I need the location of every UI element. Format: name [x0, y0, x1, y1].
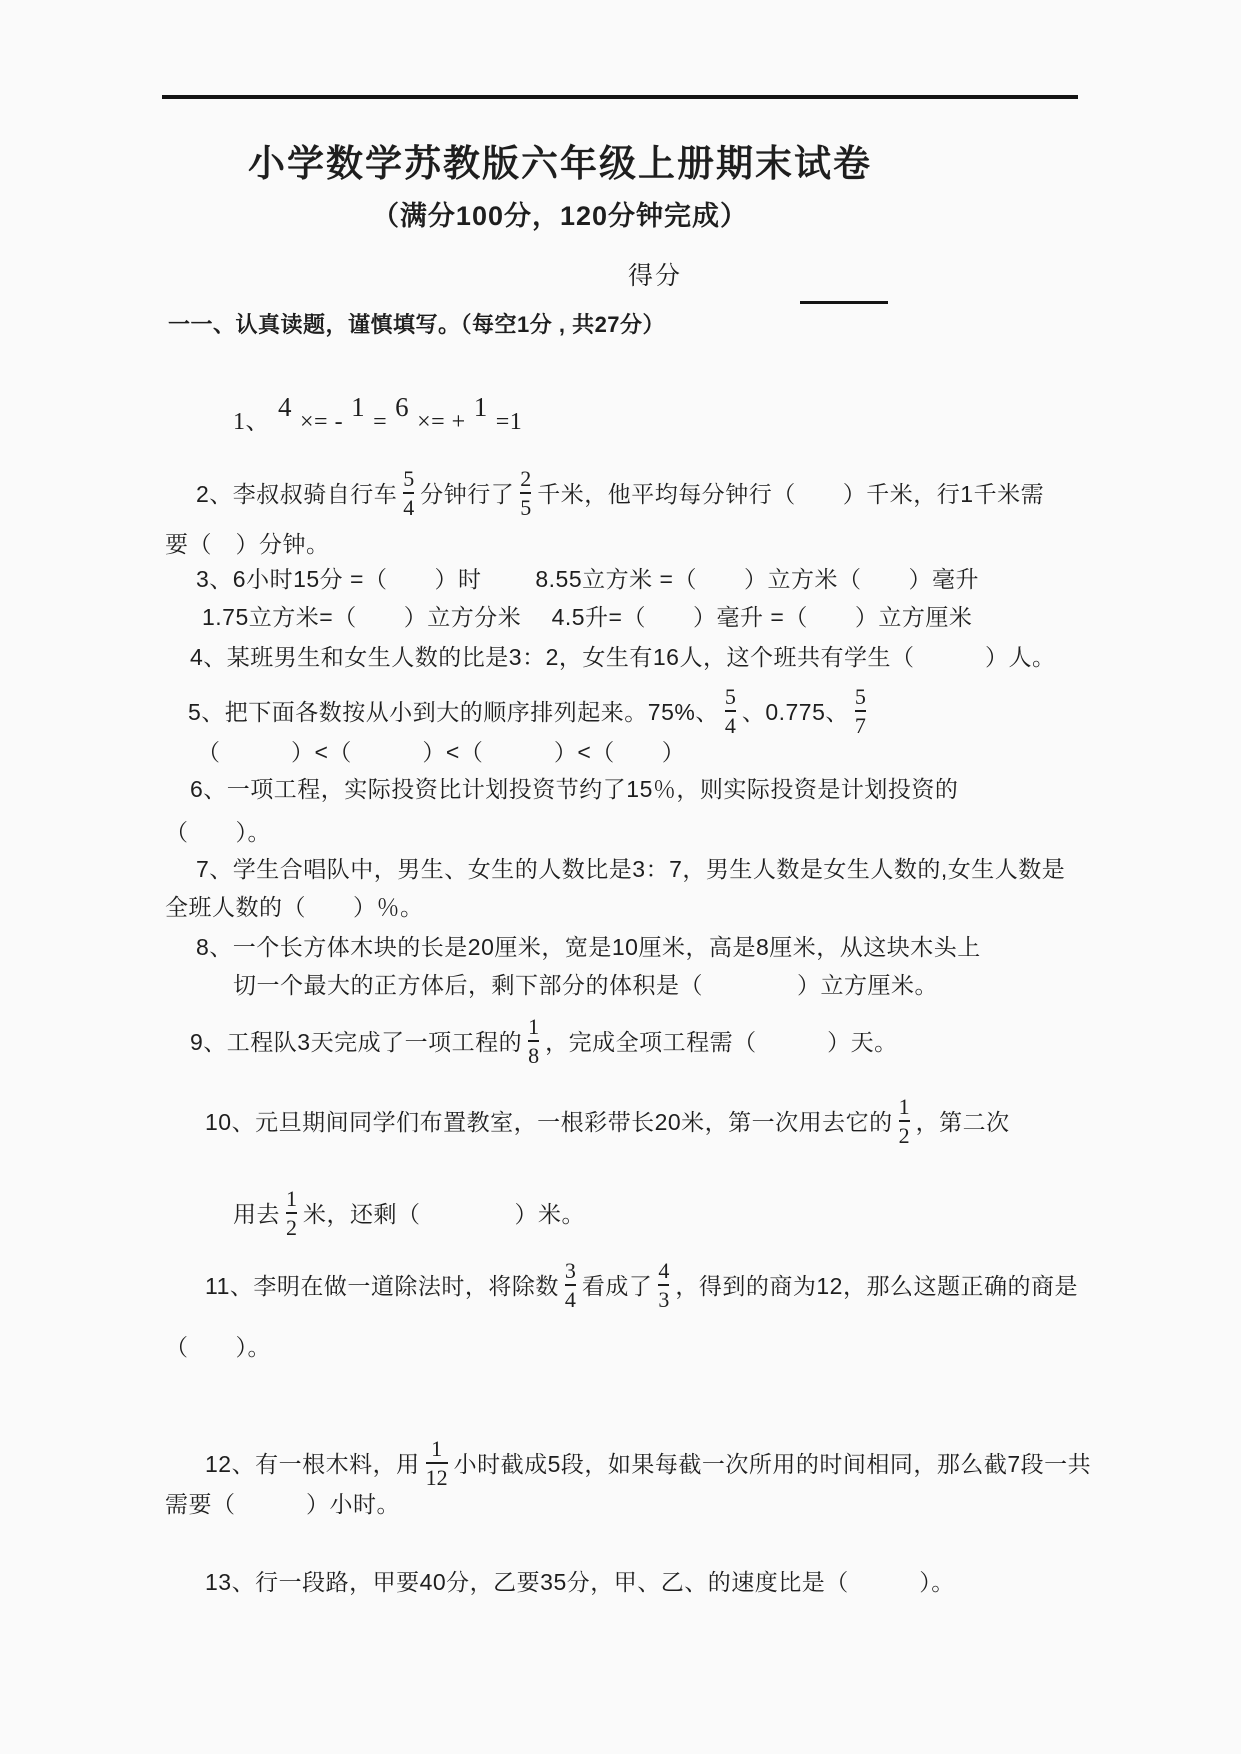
question-5-line-2: [197, 735, 685, 769]
fraction-bar: [520, 492, 531, 494]
question-13: [205, 1565, 955, 1599]
text-run: 全班人数的（ ）％。: [165, 894, 424, 920]
raised-number: 1: [351, 392, 366, 422]
text-run: 5、把下面各数按从小到大的顺序排列起来。75%、: [188, 699, 719, 726]
fraction-bar: [658, 1284, 669, 1286]
question-4: [190, 640, 1055, 674]
fraction-bar: [899, 1120, 910, 1122]
text-run: 8、一个长方体木块的长是20厘米，宽是10厘米，高是8厘米，从这块木头上: [196, 934, 981, 960]
top-rule-divider: [162, 95, 1078, 99]
question-2-line-1: [196, 466, 1045, 522]
fraction-bar: [403, 492, 414, 494]
fraction: [658, 1259, 669, 1311]
fraction-bar: [855, 710, 866, 712]
text-run: ×= +: [417, 409, 466, 435]
fraction-denominator: 7: [854, 713, 866, 739]
question-3-line-2: [202, 600, 972, 634]
page-subtitle: （满分100分，120分钟完成）: [371, 201, 749, 231]
text-run: 要（ ）分钟。: [165, 531, 330, 557]
text-run: 千米，他平均每分钟行（ ）千米，行1千米需: [537, 481, 1045, 508]
question-7-line-1: [196, 852, 1065, 886]
text-run: 、0.775、: [741, 699, 849, 726]
fraction: [426, 1437, 448, 1489]
text-run: 2、李叔叔骑自行车: [196, 481, 398, 508]
fraction-denominator: 4: [724, 713, 736, 739]
score-label: 得分: [627, 262, 682, 290]
text-run: 切一个最大的正方体后，剩下部分的体积是（ ）立方厘米。: [233, 972, 938, 998]
fraction-numerator: 5: [854, 684, 866, 709]
question-10-line-2: [233, 1186, 585, 1242]
fraction-denominator: 4: [564, 1287, 576, 1313]
text-run: （ ）。: [165, 819, 271, 845]
text-run: 10、元旦期间同学们布置教室，一根彩带长20米，第一次用去它的: [205, 1109, 893, 1136]
text-run: 需要（ ）小时。: [165, 1491, 400, 1517]
question-12-line-1: [205, 1436, 1092, 1492]
text-run: ，第二次: [915, 1109, 1010, 1136]
fraction-numerator: 5: [724, 684, 736, 709]
text-run: ×= -: [300, 409, 344, 435]
question-12-line-2: [165, 1487, 400, 1521]
question-6-line-2: [165, 815, 271, 849]
question-1: [233, 392, 523, 439]
fraction: [899, 1095, 910, 1147]
fraction-numerator: 1: [286, 1186, 297, 1211]
text-run: 13、行一段路，甲要40分，乙要35分，甲、乙、的速度比是（ ）。: [205, 1569, 955, 1595]
raised-number: 1: [473, 392, 488, 422]
text-run: 12、有一根木料，用: [205, 1451, 420, 1478]
text-run: 分钟行了: [420, 481, 515, 508]
text-run: ，得到的商为12，那么这题正确的商是: [675, 1273, 1078, 1300]
question-2-line-2: [165, 527, 330, 561]
fraction-numerator: 5: [403, 466, 415, 491]
fraction-numerator: 4: [658, 1258, 670, 1283]
fraction-denominator: 12: [425, 1465, 448, 1491]
fraction-numerator: 1: [528, 1014, 540, 1039]
fraction-numerator: 2: [520, 466, 532, 491]
text-run: 6、一项工程，实际投资比计划投资节约了15％，则实际投资是计划投资的: [190, 776, 959, 802]
fraction: [286, 1187, 297, 1239]
fraction-numerator: 1: [898, 1094, 910, 1119]
text-run: ，完成全项工程需（ ）天。: [545, 1029, 898, 1056]
question-8-line-1: [196, 930, 981, 964]
text-run: （ ）<（ ）<（ ）<（ ）: [197, 739, 686, 765]
text-run: =1: [495, 409, 523, 435]
fraction-bar: [528, 1040, 539, 1042]
fraction-denominator: 2: [286, 1215, 297, 1241]
fraction-numerator: 3: [564, 1258, 576, 1283]
text-run: 米，还剩（ ）米。: [303, 1201, 585, 1228]
text-run: 1、: [233, 409, 270, 435]
section-1-heading: 一一、认真读题，谨慎填写。（每空1分 , 共27分）: [168, 312, 666, 337]
text-run: 7、学生合唱队中，男生、女生的人数比是3：7，男生人数是女生人数的,女生人数是: [196, 856, 1066, 882]
text-run: 11、李明在做一道除法时，将除数: [205, 1273, 559, 1300]
page-title: 小学数学苏教版六年级上册期末试卷: [248, 143, 872, 184]
question-11-line-2: [165, 1330, 271, 1364]
fraction-denominator: 8: [528, 1043, 540, 1069]
fraction: [520, 467, 531, 519]
fraction-denominator: 5: [520, 495, 532, 521]
question-6-line-1: [190, 772, 958, 806]
text-run: 用去: [233, 1201, 280, 1228]
fraction-denominator: 2: [898, 1123, 910, 1149]
text-run: =: [373, 409, 388, 435]
fraction-denominator: 3: [658, 1287, 670, 1313]
fraction-bar: [725, 710, 736, 712]
fraction-denominator: 4: [403, 495, 415, 521]
fraction: [565, 1259, 576, 1311]
question-8-line-2: [233, 968, 938, 1002]
fraction: [725, 685, 736, 737]
fraction-bar: [286, 1212, 297, 1214]
fraction-bar: [565, 1284, 576, 1286]
text-run: 4、某班男生和女生人数的比是3：2，女生有16人，这个班共有学生（ ）人。: [190, 644, 1056, 670]
question-5-line-1: [188, 684, 872, 740]
text-run: 1.75立方米=（ ）立方分米 4.5升=（ ）毫升 =（ ）立方厘米: [202, 604, 973, 630]
text-run: （ ）。: [165, 1334, 271, 1360]
question-9: [190, 1014, 898, 1070]
text-run: 3、6小时15分 =（ ）时 8.55立方米 =（ ）立方米（ ）毫升: [196, 566, 979, 592]
score-underline: [800, 301, 888, 304]
text-run: 小时截成5段，如果每截一次所用的时间相同，那么截7段一共: [453, 1451, 1092, 1478]
text-run: 看成了: [581, 1273, 653, 1300]
fraction: [855, 685, 866, 737]
question-10-line-1: [205, 1094, 1010, 1150]
question-7-line-2: [165, 890, 424, 924]
raised-number: 4: [278, 392, 292, 422]
question-11-line-1: [205, 1258, 1078, 1314]
question-3-line-1: [196, 562, 979, 596]
fraction-bar: [426, 1462, 448, 1464]
fraction: [528, 1015, 539, 1067]
text-run: 9、工程队3天完成了一项工程的: [190, 1029, 523, 1056]
fraction: [403, 467, 414, 519]
raised-number: 6: [395, 392, 410, 422]
fraction-numerator: 1: [431, 1436, 443, 1461]
